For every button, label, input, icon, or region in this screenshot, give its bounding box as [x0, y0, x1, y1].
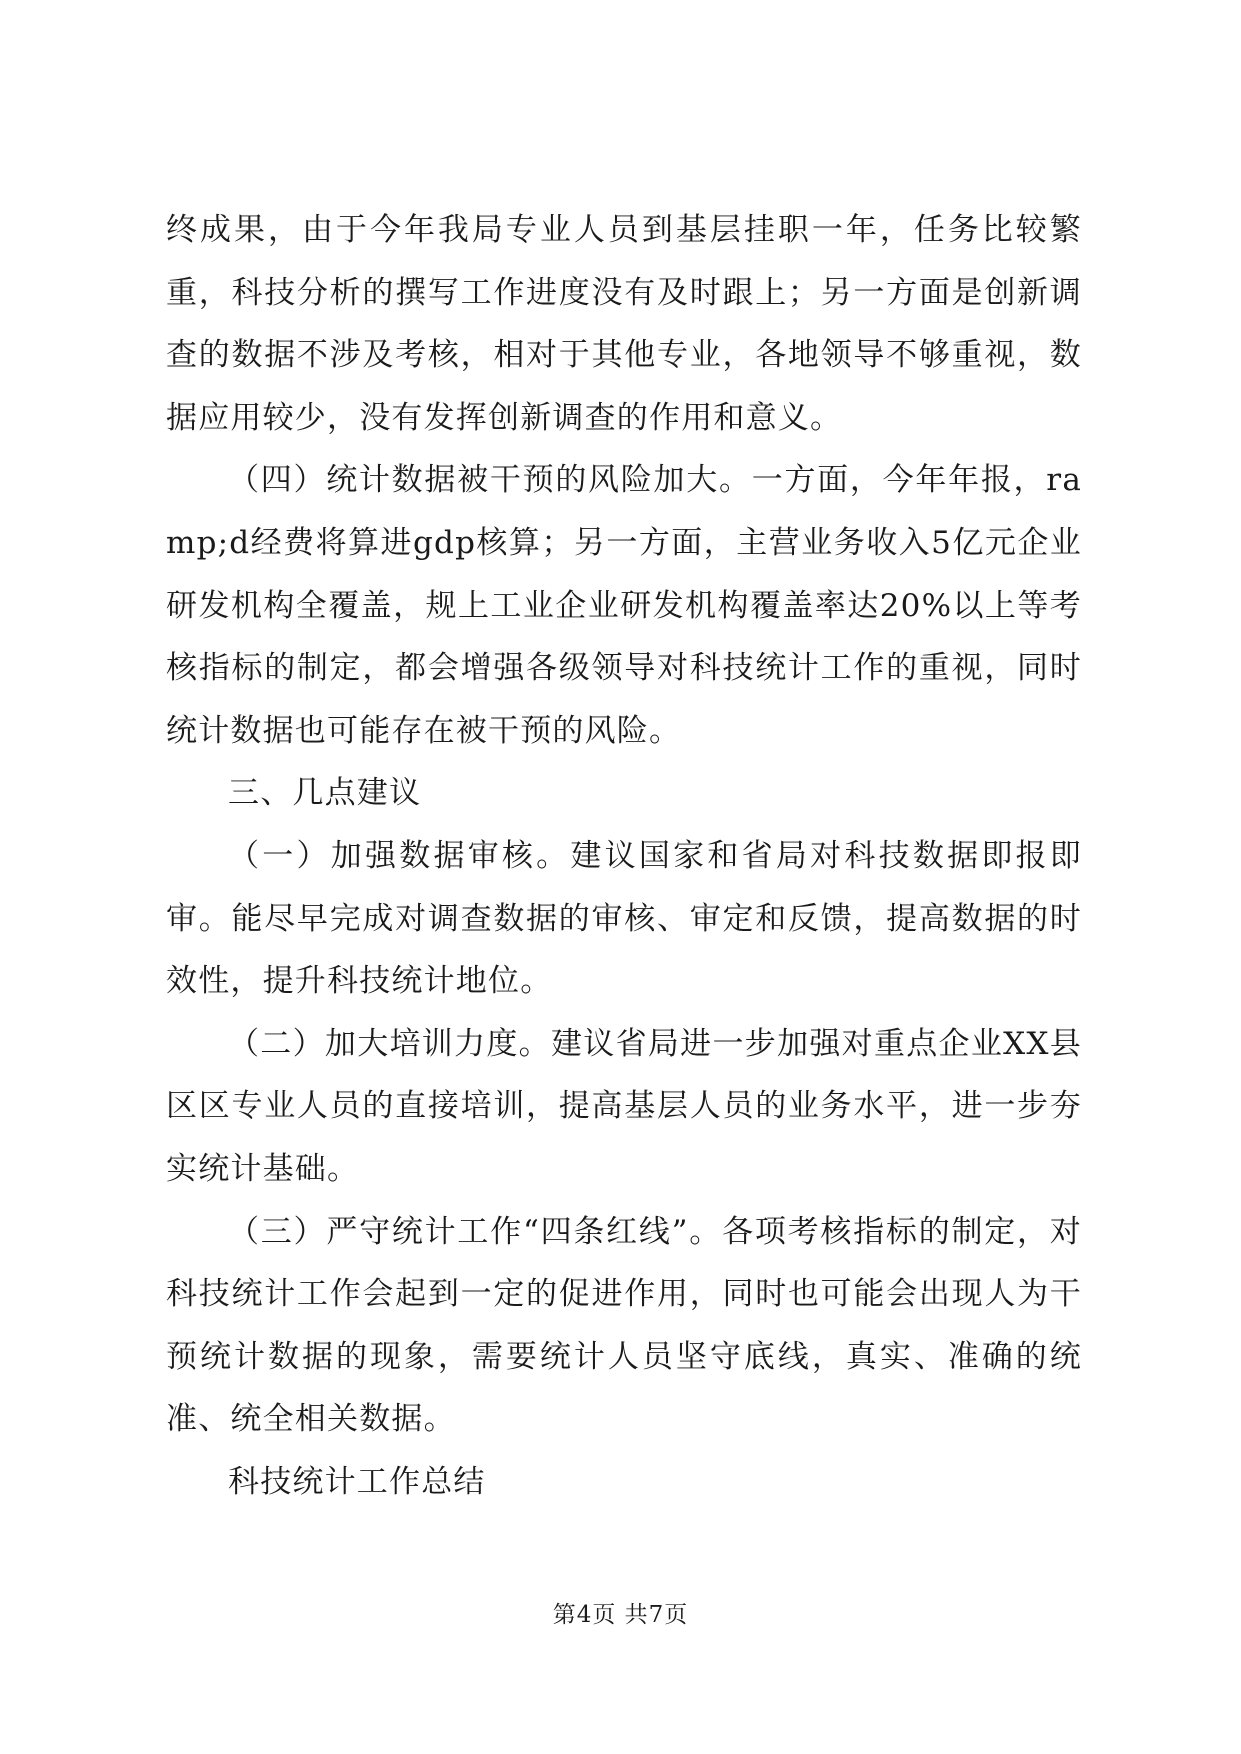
- paragraph-7: 科技统计工作总结: [228, 1463, 486, 1500]
- paragraph-4: （一）加强数据审核。建议国家和省局对科技数据即报即审。能尽早完成对调查数据的审核、审定和反馈，提高数据的时效性，提升科技统计地位。: [166, 837, 1082, 1000]
- paragraph-6: （三）严守统计工作“四条红线”。各项考核指标的制定，对科技统计工作会起到一定的促进作用，同时也可能会出现人为干预统计数据的现象，需要统计人员坚守底线，真实、准确的统准、统全相关数据。: [166, 1213, 1082, 1438]
- paragraph-2: （四）统计数据被干预的风险加大。一方面，今年年报，ramp;d经费将算进gdp核算；另一方面，主营业务收入5亿元企业研发机构全覆盖，规上工业企业研发机构覆盖率达20%以上等考核指标的制定，都会增强各级领导对科技统计工作的重视，同时统计数据也可能存在被干预的风险。: [166, 462, 1082, 749]
- section-heading-suggestions: 三、几点建议: [228, 775, 422, 812]
- paragraph-1: 终成果，由于今年我局专业人员到基层挂职一年，任务比较繁重，科技分析的撰写工作进度没有及时跟上；另一方面是创新调查的数据不涉及考核，相对于其他专业，各地领导不够重视，数据应用较少，没有发挥创新调查的作用和意义。: [166, 212, 1082, 436]
- paragraph-5: （二）加大培训力度。建议省局进一步加强对重点企业XX县区区专业人员的直接培训，提高基层人员的业务水平，进一步夯实统计基础。: [166, 1025, 1082, 1187]
- page-number-footer: 第4页 共7页: [552, 1602, 689, 1628]
- document-body: [166, 199, 1082, 1513]
